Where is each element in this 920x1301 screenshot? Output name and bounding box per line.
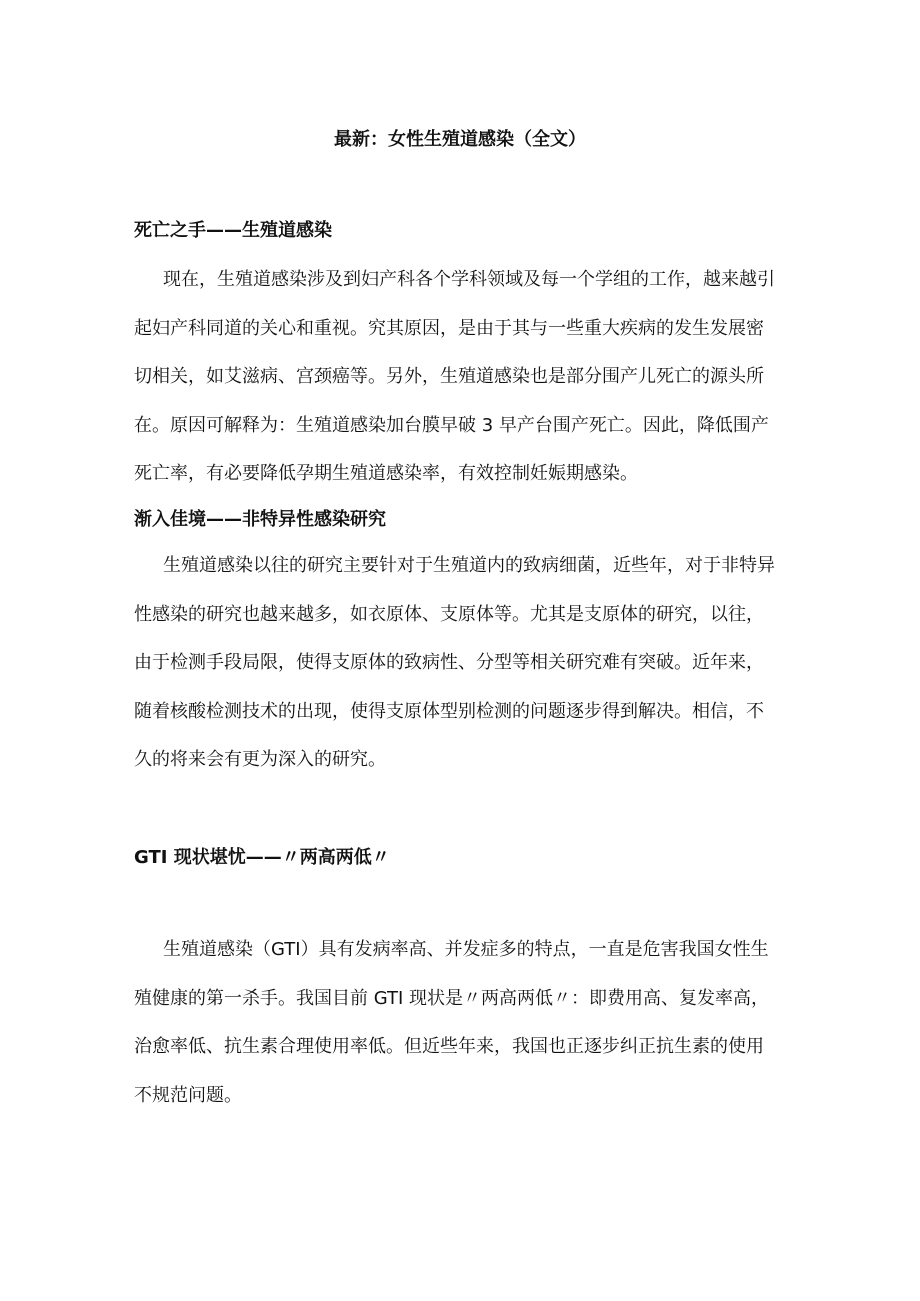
paragraph-line: 随着核酸检测技术的出现，使得支原体型别检测的问题逐步得到解决。相信，不	[134, 700, 764, 722]
document-title: 最新：女性生殖道感染（全文）	[334, 129, 586, 150]
paragraph-line: 死亡率，有必要降低孕期生殖道感染率，有效控制妊娠期感染。	[134, 463, 638, 484]
paragraph-line: 久的将来会有更为深入的研究。	[134, 749, 386, 770]
section-heading: GTI 现状堪忧——〃两高两低〃	[134, 847, 390, 868]
paragraph-line: 性感染的研究也越来越多，如衣原体、支原体等。尤其是支原体的研究，以往，	[134, 603, 764, 625]
paragraph-line: 不规范问题。	[134, 1084, 242, 1106]
section-paragraph	[134, 542, 794, 785]
paragraph-line: 殖健康的第一杀手。我国目前 GTI 现状是〃两高两低〃：即费用高、复发率高，	[134, 987, 770, 1009]
section-heading: 渐入佳境——非特异性感染研究	[134, 509, 386, 530]
paragraph-line: 现在，生殖道感染涉及到妇产科各个学科领域及每一个学组的工作，越来越引	[163, 269, 775, 290]
section-heading: 死亡之手——生殖道感染	[134, 220, 332, 241]
paragraph-line: 生殖道感染以往的研究主要针对于生殖道内的致病细菌，近些年，对于非特异	[163, 555, 775, 576]
paragraph-line: 生殖道感染（GTI）具有发病率高、并发症多的特点，一直是危害我国女性生	[163, 939, 769, 960]
paragraph-line: 起妇产科同道的关心和重视。究其原因，是由于其与一些重大疾病的发生发展密	[134, 317, 764, 339]
section-paragraph	[134, 926, 794, 1120]
paragraph-line: 治愈率低、抗生素合理使用率低。但近些年来，我国也正逐步纠正抗生素的使用	[134, 1036, 764, 1057]
paragraph-line: 由于检测手段局限，使得支原体的致病性、分型等相关研究难有突破。近年来，	[134, 652, 764, 673]
section-paragraph	[134, 256, 794, 499]
paragraph-line: 在。原因可解释为：生殖道感染加台膜早破 3 早产台围产死亡。因此，降低围产	[134, 414, 769, 436]
paragraph-line: 切相关，如艾滋病、宫颈癌等。另外，生殖道感染也是部分围产儿死亡的源头所	[134, 366, 764, 387]
